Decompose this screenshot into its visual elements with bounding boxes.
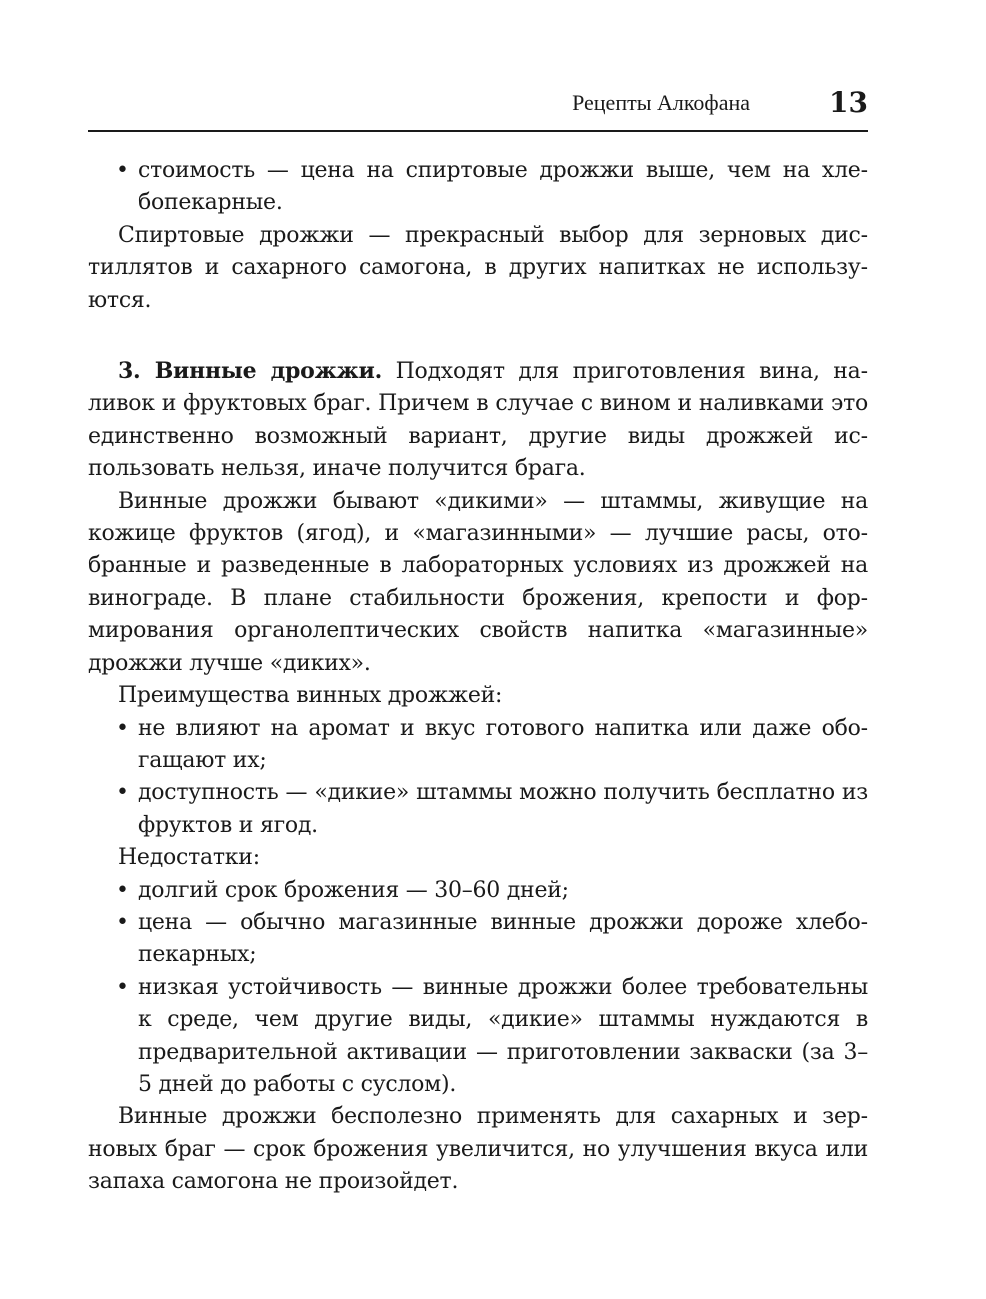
bullet: •	[116, 974, 129, 1000]
section-gap	[88, 317, 868, 355]
wine-intro-text: Подходят для приготовления вина, наливок и фруктовых браг. Причем в случае с вином и наливками это единственно возможный вариант, другие виды дрожжей использовать нельзя, иначе получится брага.	[88, 359, 868, 482]
bullet: •	[116, 158, 129, 183]
bullet: •	[116, 780, 129, 806]
bullet: •	[116, 877, 129, 903]
paragraph-spirit-summary: Спиртовые дрожжи — прекрасный выбор для зерновых дистиллятов и сахарного самогона, в других напитках не используются.	[88, 222, 868, 313]
bullet: •	[116, 715, 129, 741]
section-heading-wine-yeast: 3. Винные дрожжи.	[118, 358, 382, 385]
list-item: • долгий срок брожения — 30–60 дней;	[88, 875, 868, 907]
running-title: Рецепты Алкофана	[572, 90, 750, 115]
list-item: • низкая устойчивость — винные дрожжи более требовательны к среде, чем другие виды, «дикие» штаммы нуждаются в предварительной активации — приготовлении закваски (за 3–5 дней до работы с суслом).	[88, 972, 868, 1102]
cost-list	[88, 155, 868, 220]
page-header	[88, 82, 868, 132]
list-item: • цена — обычно магазинные винные дрожжи дороже хлебопекарных;	[88, 907, 868, 972]
disadvantages-label: Недостатки:	[118, 845, 260, 871]
list-item-cost: • стоимость — цена на спиртовые дрожжи выше, чем на хлебопекарные.	[88, 155, 868, 220]
paragraph-conclusion: Винные дрожжи бесполезно применять для сахарных и зерновых браг — срок брожения увеличится, но улучшения вкуса или запаха самогона не произойдет.	[88, 1104, 868, 1195]
list-item: • не влияют на аромат и вкус готового напитка или даже обогащают их;	[88, 713, 868, 778]
disadvantages-list	[88, 875, 868, 1102]
header-rule	[88, 130, 868, 132]
page-number: 13	[829, 86, 868, 119]
bullet: •	[116, 909, 129, 935]
list-item: • доступность — «дикие» штаммы можно получить бесплатно из фруктов и ягод.	[88, 777, 868, 842]
paragraph-wine-intro	[88, 355, 868, 486]
advantages-label: Преимущества винных дрожжей:	[118, 683, 503, 709]
paragraph-wild-vs-store: Винные дрожжи бывают «дикими» — штаммы, живущие на кожице фруктов (ягод), и «магазинными» — лучшие расы, отобранные и разведенные в лабораторных условиях из дрожжей на винограде. В плане стабильности брожения, крепости и формирования органолептических свойств напитка «магазинные» дрожжи лучше «диких».	[88, 488, 868, 676]
advantages-list	[88, 713, 868, 843]
page-body	[88, 155, 868, 1199]
